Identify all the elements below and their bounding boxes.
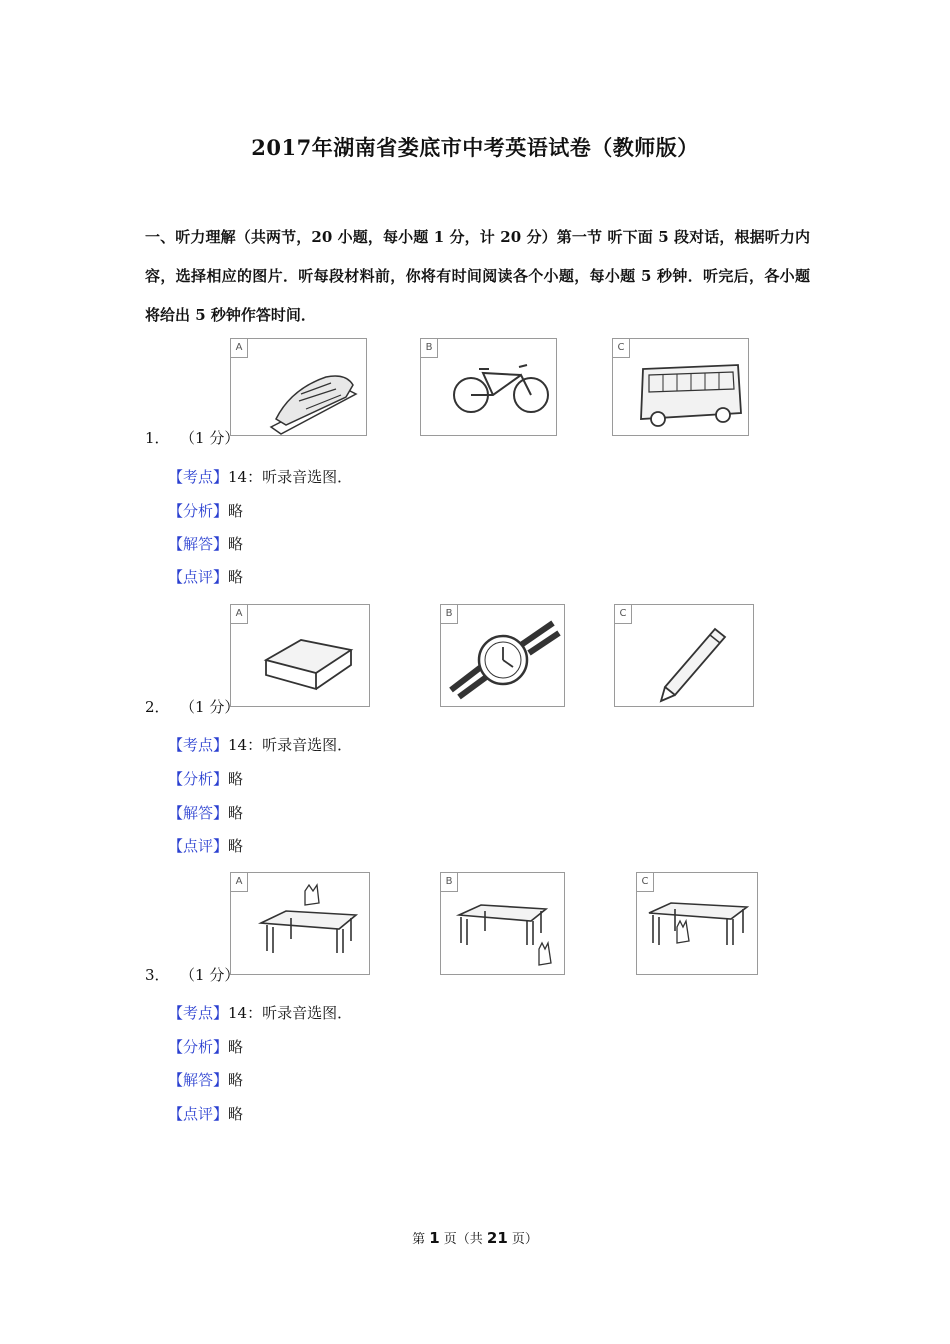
dianping-text: 略 [228, 1105, 244, 1123]
question-1-label [145, 427, 239, 448]
table-cat-under-icon [441, 873, 566, 976]
jieda-tag: 【解答】 [168, 1071, 229, 1089]
pencil-icon [615, 605, 755, 708]
option-letter: C [637, 873, 654, 892]
q1-option-c-image [612, 338, 749, 436]
dianping-text: 略 [228, 568, 244, 586]
q1-option-a-image [230, 338, 367, 436]
q2-jieda [168, 802, 243, 823]
question-number: 1． [145, 429, 170, 447]
footer-page-number: 1 [429, 1229, 440, 1247]
jieda-tag: 【解答】 [168, 804, 229, 822]
q2-option-a-image [230, 604, 370, 707]
footer-suffix: 页） [507, 1232, 538, 1247]
q2-option-b-image [440, 604, 565, 707]
option-letter: C [613, 339, 630, 358]
fenxi-tag: 【分析】 [168, 1038, 229, 1056]
kaodian-tag: 【考点】 [168, 468, 229, 486]
bicycle-icon [421, 339, 558, 437]
q3-option-a-image [230, 872, 370, 975]
question-score: （1 分） [187, 429, 240, 447]
q2-kaodian [168, 734, 352, 755]
fenxi-text: 略 [228, 770, 244, 788]
q3-fenxi [168, 1036, 243, 1057]
kaodian-text: 14：听录音选图． [228, 1004, 353, 1022]
question-number: 3． [145, 966, 170, 984]
q2-dianping [168, 835, 243, 856]
q3-option-c-image [636, 872, 758, 975]
dianping-tag: 【点评】 [168, 568, 229, 586]
option-letter: B [441, 605, 458, 624]
fenxi-text: 略 [228, 502, 244, 520]
question-3-label [145, 964, 239, 985]
q1-dianping [168, 566, 243, 587]
jieda-text: 略 [228, 1071, 244, 1089]
q1-option-b-image [420, 338, 557, 436]
eraser-icon [231, 605, 371, 708]
question-score: （1 分） [187, 966, 240, 984]
option-letter: A [231, 873, 248, 892]
option-letter: C [615, 605, 632, 624]
fenxi-tag: 【分析】 [168, 770, 229, 788]
footer-total-pages: 21 [486, 1229, 508, 1247]
q3-kaodian [168, 1002, 352, 1023]
kaodian-tag: 【考点】 [168, 1004, 229, 1022]
kaodian-text: 14：听录音选图． [228, 468, 353, 486]
fenxi-tag: 【分析】 [168, 502, 229, 520]
option-letter: B [421, 339, 438, 358]
section-instructions: 一、听力理解（共两节，20 小题，每小题 1 分，计 20 分）第一节 听下面 5 段对话，根据听力内容，选择相应的图片．听每段材料前，你将有时间阅读各个小题，每小题 5 秒钟．听完后，各小题将给出 5 秒钟作答时间． [145, 228, 810, 324]
page-title: 2017年湖南省娄底市中考英语试卷（教师版） [251, 135, 699, 160]
question-2-label [145, 696, 239, 717]
dianping-tag: 【点评】 [168, 1105, 229, 1123]
option-letter: A [231, 605, 248, 624]
dianping-text: 略 [228, 837, 244, 855]
table-cat-on-icon [231, 873, 371, 976]
q1-kaodian [168, 466, 352, 487]
footer-middle: 页（共 [439, 1232, 487, 1247]
q1-fenxi [168, 500, 243, 521]
jieda-tag: 【解答】 [168, 535, 229, 553]
q3-jieda [168, 1069, 243, 1090]
q1-jieda [168, 533, 243, 554]
question-score: （1 分） [187, 698, 240, 716]
fenxi-text: 略 [228, 1038, 244, 1056]
question-number: 2． [145, 698, 170, 716]
watch-icon [441, 605, 566, 708]
footer-prefix: 第 [412, 1232, 430, 1247]
bus-icon [613, 339, 750, 437]
table-cat-beside-icon [637, 873, 759, 976]
train-icon [231, 339, 368, 437]
option-letter: B [441, 873, 458, 892]
q3-option-b-image [440, 872, 565, 975]
option-letter: A [231, 339, 248, 358]
q2-fenxi [168, 768, 243, 789]
jieda-text: 略 [228, 804, 244, 822]
q3-dianping [168, 1103, 243, 1124]
q2-option-c-image [614, 604, 754, 707]
kaodian-text: 14：听录音选图． [228, 736, 353, 754]
page-footer [0, 1228, 950, 1247]
dianping-tag: 【点评】 [168, 837, 229, 855]
jieda-text: 略 [228, 535, 244, 553]
kaodian-tag: 【考点】 [168, 736, 229, 754]
